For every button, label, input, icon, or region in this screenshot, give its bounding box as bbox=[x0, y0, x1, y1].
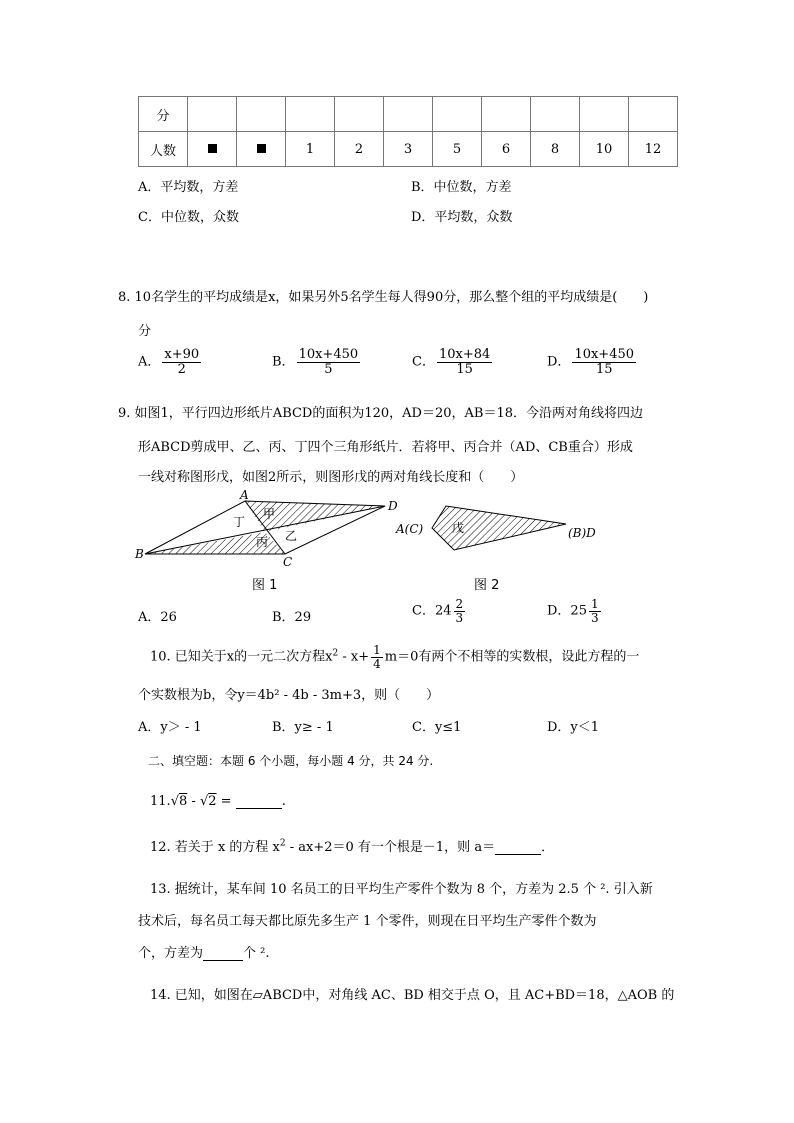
q8-option-a: A． $\frac{x+90}{2}$ bbox=[138, 347, 200, 377]
figure-2-kite bbox=[394, 498, 606, 558]
table-cell: 12 bbox=[629, 132, 678, 167]
q11-answer-blank[interactable] bbox=[236, 795, 282, 809]
q8-stem-unit: 分 bbox=[138, 324, 152, 339]
q9-option-d: D．25 $\frac{1}{3}$ bbox=[547, 597, 599, 625]
q13-stem-line2: 技术后，每名员工每天都比原先多生产 1 个零件，则现在日平均生产零件个数为 bbox=[138, 914, 597, 929]
smudge-square-icon bbox=[208, 144, 217, 153]
vertex-a: A bbox=[240, 488, 249, 502]
q8-option-b: B． $\frac{10x+450}{5}$ bbox=[272, 347, 359, 377]
kite-left-label: A(C) bbox=[396, 522, 424, 536]
q12-answer-blank[interactable] bbox=[495, 841, 541, 855]
table-cell: 6 bbox=[482, 132, 531, 167]
table-cell bbox=[237, 132, 286, 167]
q14-stem-line1: 14. 已知，如图在▱ABCD中，对角线 AC、BD 相交于点 O，且 AC+BD＝18，△AOB 的 bbox=[150, 988, 675, 1003]
q7-option-b: B．中位数，方差 bbox=[411, 180, 512, 195]
q13-stem-line1: 13. 据统计，某车间 10 名员工的日平均生产零件个数为 8 个，方差为 2.5 个 ². 引入新 bbox=[150, 882, 653, 897]
vertex-c: C bbox=[283, 555, 293, 568]
table-cell: 10 bbox=[580, 132, 629, 167]
table-row bbox=[139, 132, 678, 167]
q13-answer-blank[interactable] bbox=[203, 947, 243, 961]
label-jia: 甲 bbox=[263, 507, 276, 521]
q10-stem-line2: 个实数根为b，令y＝4b² - 4b - 3m+3，则（ ） bbox=[138, 688, 440, 703]
score-table bbox=[138, 96, 678, 167]
q9-option-c: C．24 $\frac{2}{3}$ bbox=[412, 597, 464, 625]
vertex-b: B bbox=[135, 547, 144, 561]
figure-1-parallelogram bbox=[130, 486, 400, 568]
q9-option-b: B．29 bbox=[272, 610, 312, 625]
q9-stem-line2: 形ABCD剪成甲、乙、丙、丁四个三角形纸片．若将甲、丙合并（AD、CB重合）形成 bbox=[138, 440, 633, 455]
table-cell bbox=[188, 132, 237, 167]
label-ding: 丁 bbox=[233, 515, 246, 529]
figure-1-caption: 图 1 bbox=[252, 578, 278, 593]
q11-stem: 11.√8 - √2 = . bbox=[150, 794, 286, 809]
label-bing: 丙 bbox=[256, 535, 269, 549]
q10-option-b: B．y≥ - 1 bbox=[272, 720, 334, 735]
q8-stem: 8. 10名学生的平均成绩是x，如果另外5名学生每人得90分，那么整个组的平均成绩是( ) bbox=[118, 290, 649, 305]
row-label-score: 分 bbox=[139, 97, 188, 132]
table-cell: 8 bbox=[531, 132, 580, 167]
q7-option-c: C．中位数，众数 bbox=[138, 210, 239, 225]
table-cell: 5 bbox=[433, 132, 482, 167]
q12-stem: 12. 若关于 x 的方程 $x^2 - ax+2=0$ 有一个根是－1，则 a＝ ． bbox=[150, 838, 555, 855]
q10-stem-line1: 10. 已知关于x的一元二次方程$x^2 - x+$ $\frac{1}{4}$ m＝0有两个不相等的实数根，设此方程的一 bbox=[150, 643, 640, 671]
q13-stem-line3: 个，方差为 个 ². bbox=[138, 946, 270, 961]
table-cell: 2 bbox=[335, 132, 384, 167]
section-2-title: 二、填空题：本题 6 个小题，每小题 4 分，共 24 分. bbox=[148, 754, 434, 768]
smudge-square-icon bbox=[257, 144, 266, 153]
table-row bbox=[139, 97, 678, 132]
q8-option-d: D． $\frac{10x+450}{15}$ bbox=[547, 347, 635, 377]
table-cell: 1 bbox=[286, 132, 335, 167]
row-label-count: 人数 bbox=[139, 132, 188, 167]
q7-option-a: A．平均数，方差 bbox=[138, 180, 239, 195]
q9-stem-line3: 一线对称图形戊，如图2所示，则图形戊的两对角线长度和（ ） bbox=[138, 470, 524, 485]
q9-stem-line1: 9. 如图1，平行四边形纸片ABCD的面积为120，AD＝20，AB＝18．今沿两对角线将四边 bbox=[118, 406, 644, 421]
label-yi: 乙 bbox=[285, 529, 298, 543]
q7-option-d: D．平均数，众数 bbox=[411, 210, 513, 225]
q9-option-a: A．26 bbox=[138, 610, 177, 625]
vertex-d: D bbox=[388, 499, 398, 513]
figure-2-caption: 图 2 bbox=[474, 578, 500, 593]
q10-option-c: C．y≤1 bbox=[412, 720, 462, 735]
q8-option-c: C． $\frac{10x+84}{15}$ bbox=[412, 347, 491, 377]
q10-option-a: A．y＞ - 1 bbox=[138, 720, 202, 735]
label-wu: 戊 bbox=[452, 521, 465, 535]
table-cell: 3 bbox=[384, 132, 433, 167]
kite-right-label: (B)D bbox=[568, 526, 596, 540]
q10-option-d: D．y＜1 bbox=[547, 720, 600, 735]
